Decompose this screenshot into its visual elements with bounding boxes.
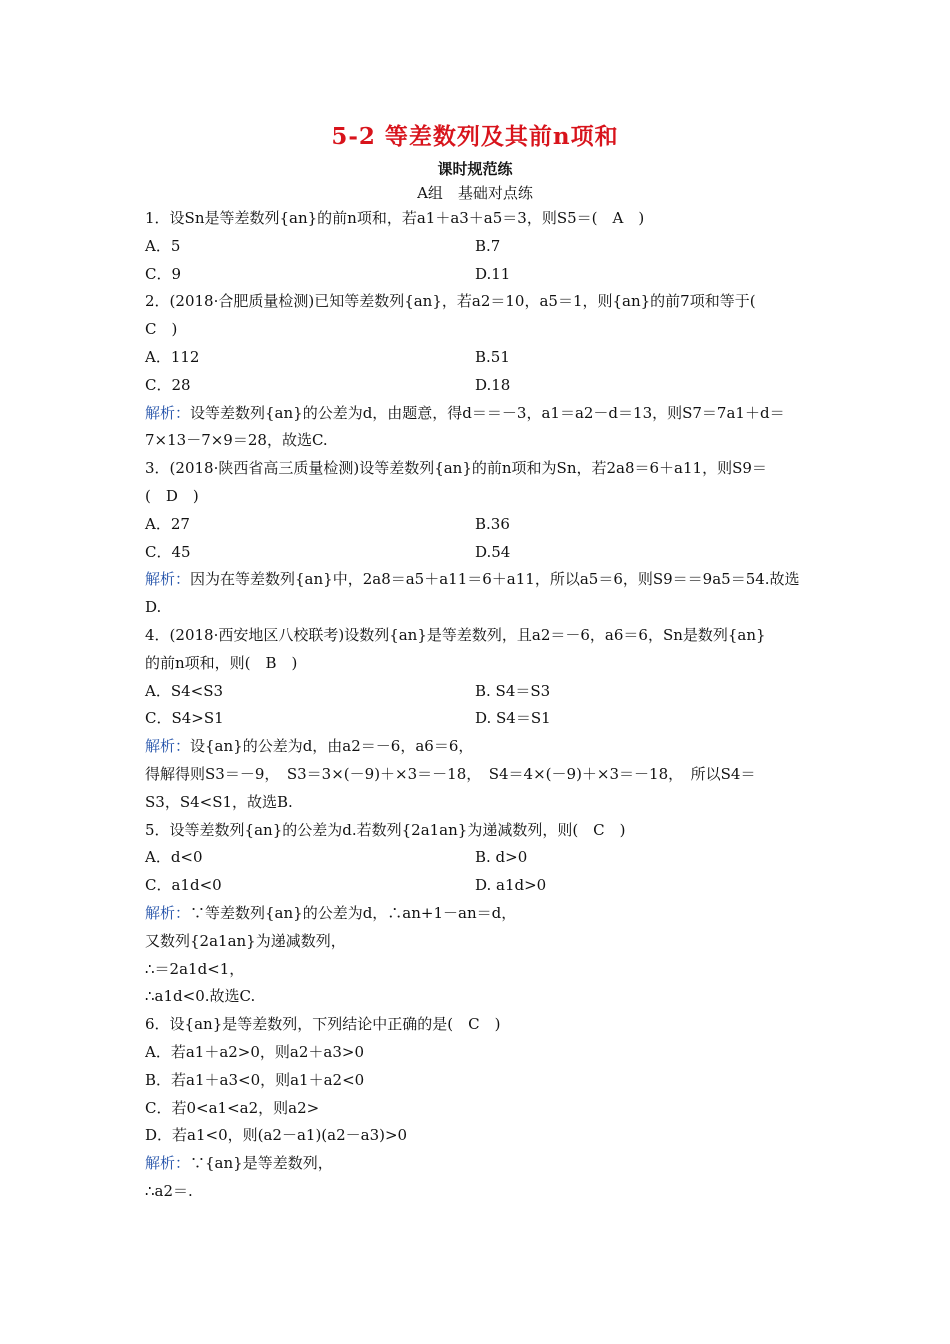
- option-b: B．若a1＋a3<0，则a1＋a2<0: [145, 1070, 365, 1089]
- option-a: A．d<0: [145, 848, 203, 867]
- option-a: A．27: [145, 514, 190, 533]
- question-3-answer: ( D ): [145, 486, 199, 505]
- solution-line: [145, 566, 810, 594]
- solution-line: [145, 900, 810, 928]
- solution-line: [145, 733, 810, 761]
- question-2-answer: C ): [145, 320, 178, 339]
- solution-line: ∴＝2a1d<1，: [145, 959, 245, 978]
- solution-text: 设{an}的公差为d，由a2＝－6，a6＝6，: [190, 737, 474, 756]
- solution-line: 得解得则S3＝－9， S3＝3×(－9)＋×3＝－18， S4＝4×(－9)＋×3＝－18， 所以S4＝: [145, 764, 756, 783]
- option-c: C．45: [145, 542, 191, 561]
- options-row: [145, 844, 810, 872]
- options-row: [145, 539, 810, 567]
- option-c: C．若0<a1<a2，则a2>: [145, 1098, 320, 1117]
- options-row: [145, 511, 810, 539]
- analysis-label: 解析：: [145, 403, 191, 422]
- option-a: A．112: [145, 347, 200, 366]
- option-b: B. d>0: [475, 848, 528, 867]
- question-2: 2．(2018·合肥质量检测)已知等差数列{an}，若a2＝10，a5＝1，则{an}的前7项和等于(: [145, 292, 756, 311]
- options-row: [145, 344, 810, 372]
- option-b: B.51: [475, 347, 510, 366]
- option-a: A．若a1＋a2>0，则a2＋a3>0: [145, 1042, 365, 1061]
- question-4: 4．(2018·西安地区八校联考)设数列{an}是等差数列，且a2＝－6，a6＝6，Sn是数列{an}: [145, 625, 766, 644]
- solution-line: ∴a2＝.: [145, 1181, 193, 1200]
- question-5: 5．设等差数列{an}的公差为d.若数列{2a1an}为递减数列，则( C ): [145, 820, 626, 839]
- analysis-label: 解析：: [145, 903, 191, 922]
- option-c: C．a1d<0: [145, 876, 222, 895]
- option-c: C．28: [145, 375, 191, 394]
- option-c: C．S4>S1: [145, 709, 224, 728]
- option-b: B.7: [475, 236, 501, 255]
- solution-text: ∵等差数列{an}的公差为d，∴an+1－an＝d，: [190, 903, 517, 922]
- option-d: D.18: [475, 375, 511, 394]
- question-3: 3．(2018·陕西省高三质量检测)设等差数列{an}的前n项和为Sn，若2a8＝6＋a11，则S9＝: [145, 459, 767, 478]
- options-row: [145, 678, 810, 706]
- option-d: D. a1d>0: [475, 876, 547, 895]
- question-list: [145, 205, 810, 1206]
- option-a: A．5: [145, 236, 181, 255]
- analysis-label: 解析：: [145, 570, 191, 589]
- solution-line: [145, 1150, 810, 1178]
- options-row: [145, 705, 810, 733]
- option-b: B. S4＝S3: [475, 681, 551, 700]
- group-label: A组 基础对点练: [417, 184, 533, 202]
- solution-line: 又数列{2a1an}为递减数列，: [145, 931, 346, 950]
- solution-line: D.: [145, 598, 162, 617]
- solution-line: 7×13－7×9＝28，故选C.: [145, 431, 328, 450]
- solution-line: S3，S4<S1，故选B.: [145, 792, 293, 811]
- options-row: [145, 372, 810, 400]
- option-c: C．9: [145, 264, 182, 283]
- solution-line: [145, 400, 810, 428]
- options-row: [145, 233, 810, 261]
- question-1: 1．设Sn是等差数列{an}的前n项和，若a1＋a3＋a5＝3，则S5＝( A ): [145, 209, 645, 227]
- solution-line: ∴a1d<0.故选C.: [145, 987, 256, 1006]
- analysis-label: 解析：: [145, 737, 191, 756]
- analysis-label: 解析：: [145, 1154, 191, 1173]
- solution-text: 设等差数列{an}的公差为d，由题意，得d＝＝－3，a1＝a2－d＝13，则S7＝7a1＋d＝: [190, 403, 785, 422]
- solution-text: 因为在等差数列{an}中，2a8＝a5＋a11＝6＋a11，所以a5＝6，则S9＝＝9a5＝54.故选: [190, 570, 800, 589]
- option-d: D.11: [475, 264, 511, 283]
- options-row: [145, 261, 810, 289]
- option-d: D.54: [475, 542, 511, 561]
- option-d: D. S4＝S1: [475, 709, 551, 728]
- page-subtitle: 课时规范练: [437, 160, 513, 178]
- option-a: A．S4<S3: [145, 681, 224, 700]
- solution-text: ∵{an}是等差数列，: [190, 1154, 333, 1173]
- option-d: D．若a1<0，则(a2－a1)(a2－a3)>0: [145, 1126, 408, 1145]
- page-title: 5-2 等差数列及其前n项和: [331, 123, 619, 150]
- question-6: 6．设{an}是等差数列，下列结论中正确的是( C ): [145, 1015, 501, 1034]
- question-4-cont: 的前n项和，则( B ): [145, 653, 298, 672]
- option-b: B.36: [475, 514, 510, 533]
- options-row: [145, 872, 810, 900]
